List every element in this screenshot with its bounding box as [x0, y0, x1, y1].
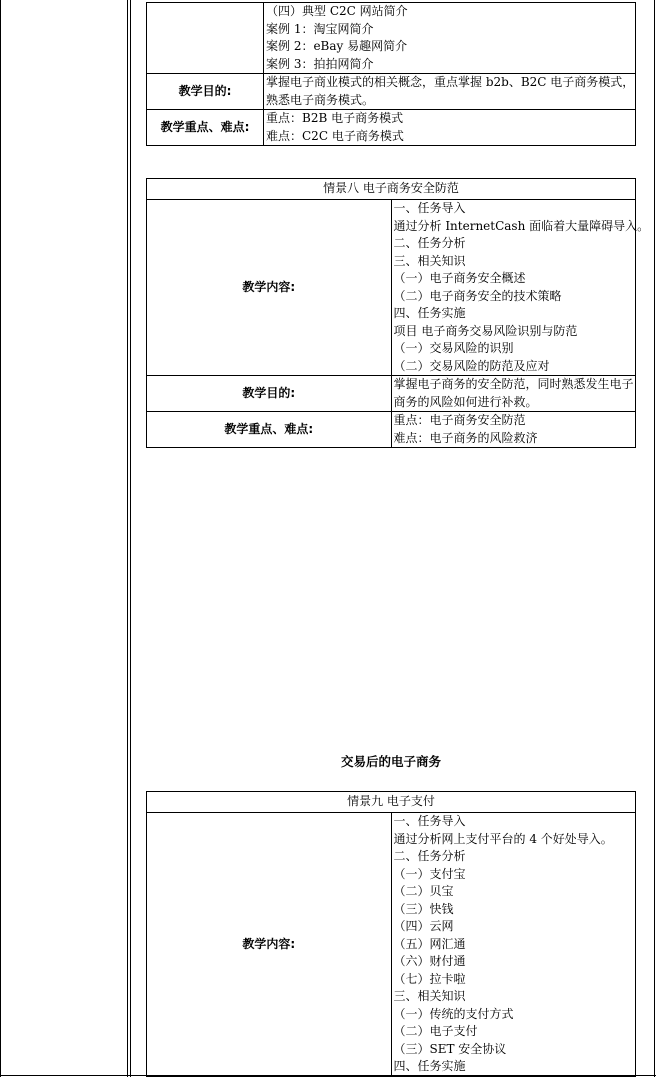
section8-header: 情景八 电子商务安全防范: [147, 179, 636, 200]
left-column-divider-inner: [130, 0, 131, 1077]
section7-content-label-cell: [147, 3, 264, 74]
section7-key-row: [147, 110, 636, 146]
content-line: （三）快钱: [393, 901, 454, 916]
section7-goal-row: [147, 74, 636, 110]
section8-header-row: [147, 179, 636, 200]
section9-header-row: [147, 792, 636, 813]
key-line: 重点：B2B 电子商务模式: [266, 111, 404, 125]
content-line: 通过分析网上支付平台的 4 个好处导入。: [393, 831, 613, 846]
content-label: 教学内容:: [147, 200, 392, 376]
goal-text: [264, 74, 636, 110]
content-line: 四、任务实施: [393, 306, 466, 320]
key-label: 教学重点、难点:: [147, 110, 264, 146]
section8-content-row: [147, 200, 636, 376]
content-line: （二）电子支付: [393, 1024, 478, 1038]
section9-content-row: [147, 813, 636, 1077]
content-line: （五）网汇通: [393, 936, 466, 951]
goal-text: [391, 376, 636, 412]
content-line: （七）拉卡啦: [393, 971, 466, 986]
key-text: [264, 110, 636, 146]
content-line: （二）贝宝: [393, 884, 454, 898]
left-column-divider: [127, 0, 128, 1077]
key-line: 难点：C2C 电子商务模式: [266, 128, 404, 143]
goal-label: 教学目的:: [147, 376, 392, 412]
section-heading: 交易后的电子商务: [340, 754, 441, 769]
content-line: 四、任务实施: [393, 1059, 466, 1073]
section7-content-cell: [264, 3, 636, 74]
section8-goal-row: [147, 376, 636, 412]
key-text: [391, 412, 636, 448]
content-line: （六）财付通: [393, 954, 466, 968]
content-line: 案例 3：拍拍网简介: [266, 56, 374, 71]
content-line: 通过分析 InternetCash 面临着大量障碍导入。: [393, 218, 650, 233]
goal-label: 教学目的:: [147, 74, 264, 110]
section7-table: [146, 2, 636, 146]
key-line: 重点：电子商务安全防范: [393, 413, 526, 427]
content-line: 一、任务导入: [393, 201, 466, 215]
section8-key-row: [147, 412, 636, 448]
content-line: （二）交易风险的防范及应对: [393, 358, 550, 373]
key-label: 教学重点、难点:: [147, 412, 392, 448]
section7-content-row: [147, 3, 636, 74]
content-line: 三、相关知识: [393, 253, 466, 268]
content-line: 二、任务分析: [393, 236, 466, 250]
content-label: 教学内容:: [147, 813, 392, 1077]
content-line: 一、任务导入: [393, 814, 466, 828]
content-line: （四）云网: [393, 919, 454, 933]
goal-text-body: 掌握电子商务的安全防范，同时熟悉发生电子商务的风险如何进行补救。: [393, 377, 634, 409]
content-line: 二、任务分析: [393, 849, 466, 863]
content-line: （二）电子商务安全的技术策略: [393, 288, 562, 303]
section8-table: [146, 178, 650, 448]
content-line: （四）典型 C2C 网站简介: [266, 4, 408, 18]
section8-content-cell: [391, 200, 650, 376]
content-line: （一）支付宝: [393, 866, 466, 881]
goal-text-body: 掌握电子商业模式的相关概念，重点掌握 b2b、B2C 电子商务模式， 熟悉电子商务模式。: [266, 75, 635, 107]
content-line: 案例 2：eBay 易趣网简介: [266, 39, 408, 53]
content-line: 案例 1：淘宝网简介: [266, 21, 374, 36]
content-line: 三、相关知识: [393, 989, 466, 1003]
section9-header: 情景九 电子支付: [147, 792, 636, 813]
content-line: （一）交易风险的识别: [393, 341, 514, 355]
content-line: 项目 电子商务交易风险识别与防范: [393, 323, 578, 338]
content-line: （三）SET 安全协议: [393, 1041, 507, 1056]
key-line: 难点：电子商务的风险救济: [393, 430, 538, 445]
section9-table: [146, 791, 636, 1077]
section9-content-cell: [391, 813, 636, 1077]
content-line: （一）传统的支付方式: [393, 1006, 514, 1021]
content-line: （一）电子商务安全概述: [393, 271, 526, 285]
